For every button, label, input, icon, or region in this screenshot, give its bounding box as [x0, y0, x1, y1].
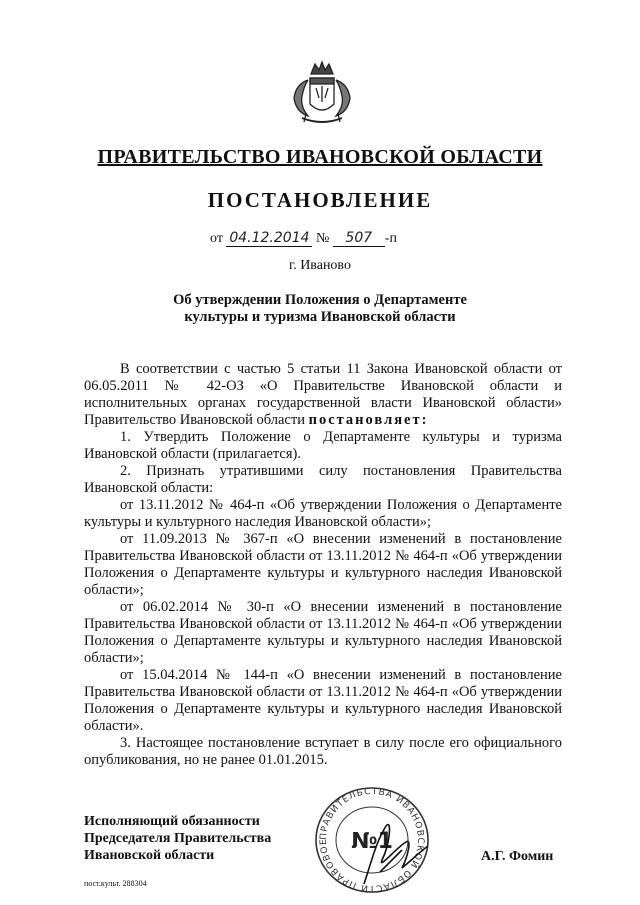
signatory-line-3: Ивановской области	[84, 848, 215, 863]
signatory-title	[84, 813, 271, 864]
repealed-decree-2: от 11.09.2013 № 367-п «О внесении изменений в постановление Правительства Ивановской области от 13.11.2012 № 464-п «Об утверждении Положения о Департаменте культуры и культурного наследия Ивановской области»;	[84, 531, 562, 598]
seal-icon	[306, 780, 438, 898]
signatory-line-1: Исполняющий обязанности	[84, 814, 260, 829]
government-name: ПРАВИТЕЛЬСТВО ИВАНОВСКОЙ ОБЛАСТИ	[97, 146, 543, 168]
date-prefix: от	[210, 231, 223, 246]
decree-body	[84, 361, 562, 769]
decree-number: 507	[333, 230, 385, 247]
decree-date: 04.12.2014	[226, 230, 312, 247]
item-2: 2. Признать утратившими силу постановления Правительства Ивановской области:	[84, 463, 562, 496]
item-3: 3. Настоящее постановление вступает в силу после его официального опубликования, но не ранее 01.01.2015.	[84, 735, 562, 768]
signatory-name: А.Г. Фомин	[481, 849, 554, 864]
date-number-line	[210, 230, 397, 247]
decides-word: постановляет:	[308, 412, 429, 428]
coat-of-arms-icon	[286, 58, 358, 126]
number-sign: №	[315, 231, 330, 246]
preamble	[84, 361, 562, 429]
subject-line-1: Об утверждении Положения о Департаменте	[173, 292, 467, 308]
repealed-decree-3: от 06.02.2014 № 30-п «О внесении изменений в постановление Правительства Ивановской области от 13.11.2012 № 464-п «Об утверждении Положения о Департаменте культуры и культурного наследия Ивановской области»;	[84, 599, 562, 666]
subject-line-2: культуры и туризма Ивановской области	[184, 309, 456, 325]
item-1: 1. Утвердить Положение о Департаменте культуры и туризма Ивановской области (прилагается).	[84, 429, 562, 462]
city: г. Иваново	[289, 258, 351, 273]
seal-number: №1	[351, 829, 393, 854]
document-type: ПОСТАНОВЛЕНИЕ	[207, 188, 433, 212]
preamble-text: В соответствии с частью 5 статьи 11 Закона Ивановской области от 06.05.2011 № 42-ОЗ «О Правительстве Ивановской области и исполнительных органах государственной власти Ивановской области» Правительство Ивановской области	[84, 361, 562, 428]
signatory-line-2: Председателя Правительства	[84, 831, 272, 846]
number-suffix: -п	[384, 231, 397, 246]
decree-subject	[0, 292, 640, 326]
seal-text: ПРАВИТЕЛЬСТВА ИВАНОВСКОЙ ОБЛАСТИ ПРАВОВОЕ	[318, 786, 426, 894]
repealed-decree-4: от 15.04.2014 № 144-п «О внесении изменений в постановление Правительства Ивановской области от 13.11.2012 № 464-п «Об утверждении Положения о Департаменте культуры и культурного наследия Ивановской области».	[84, 667, 562, 734]
repealed-decree-1: от 13.11.2012 № 464-п «Об утверждении Положения о Департаменте культуры и культурного наследия Ивановской области»;	[84, 497, 562, 530]
document-code: пост.культ. 288304	[84, 879, 147, 888]
